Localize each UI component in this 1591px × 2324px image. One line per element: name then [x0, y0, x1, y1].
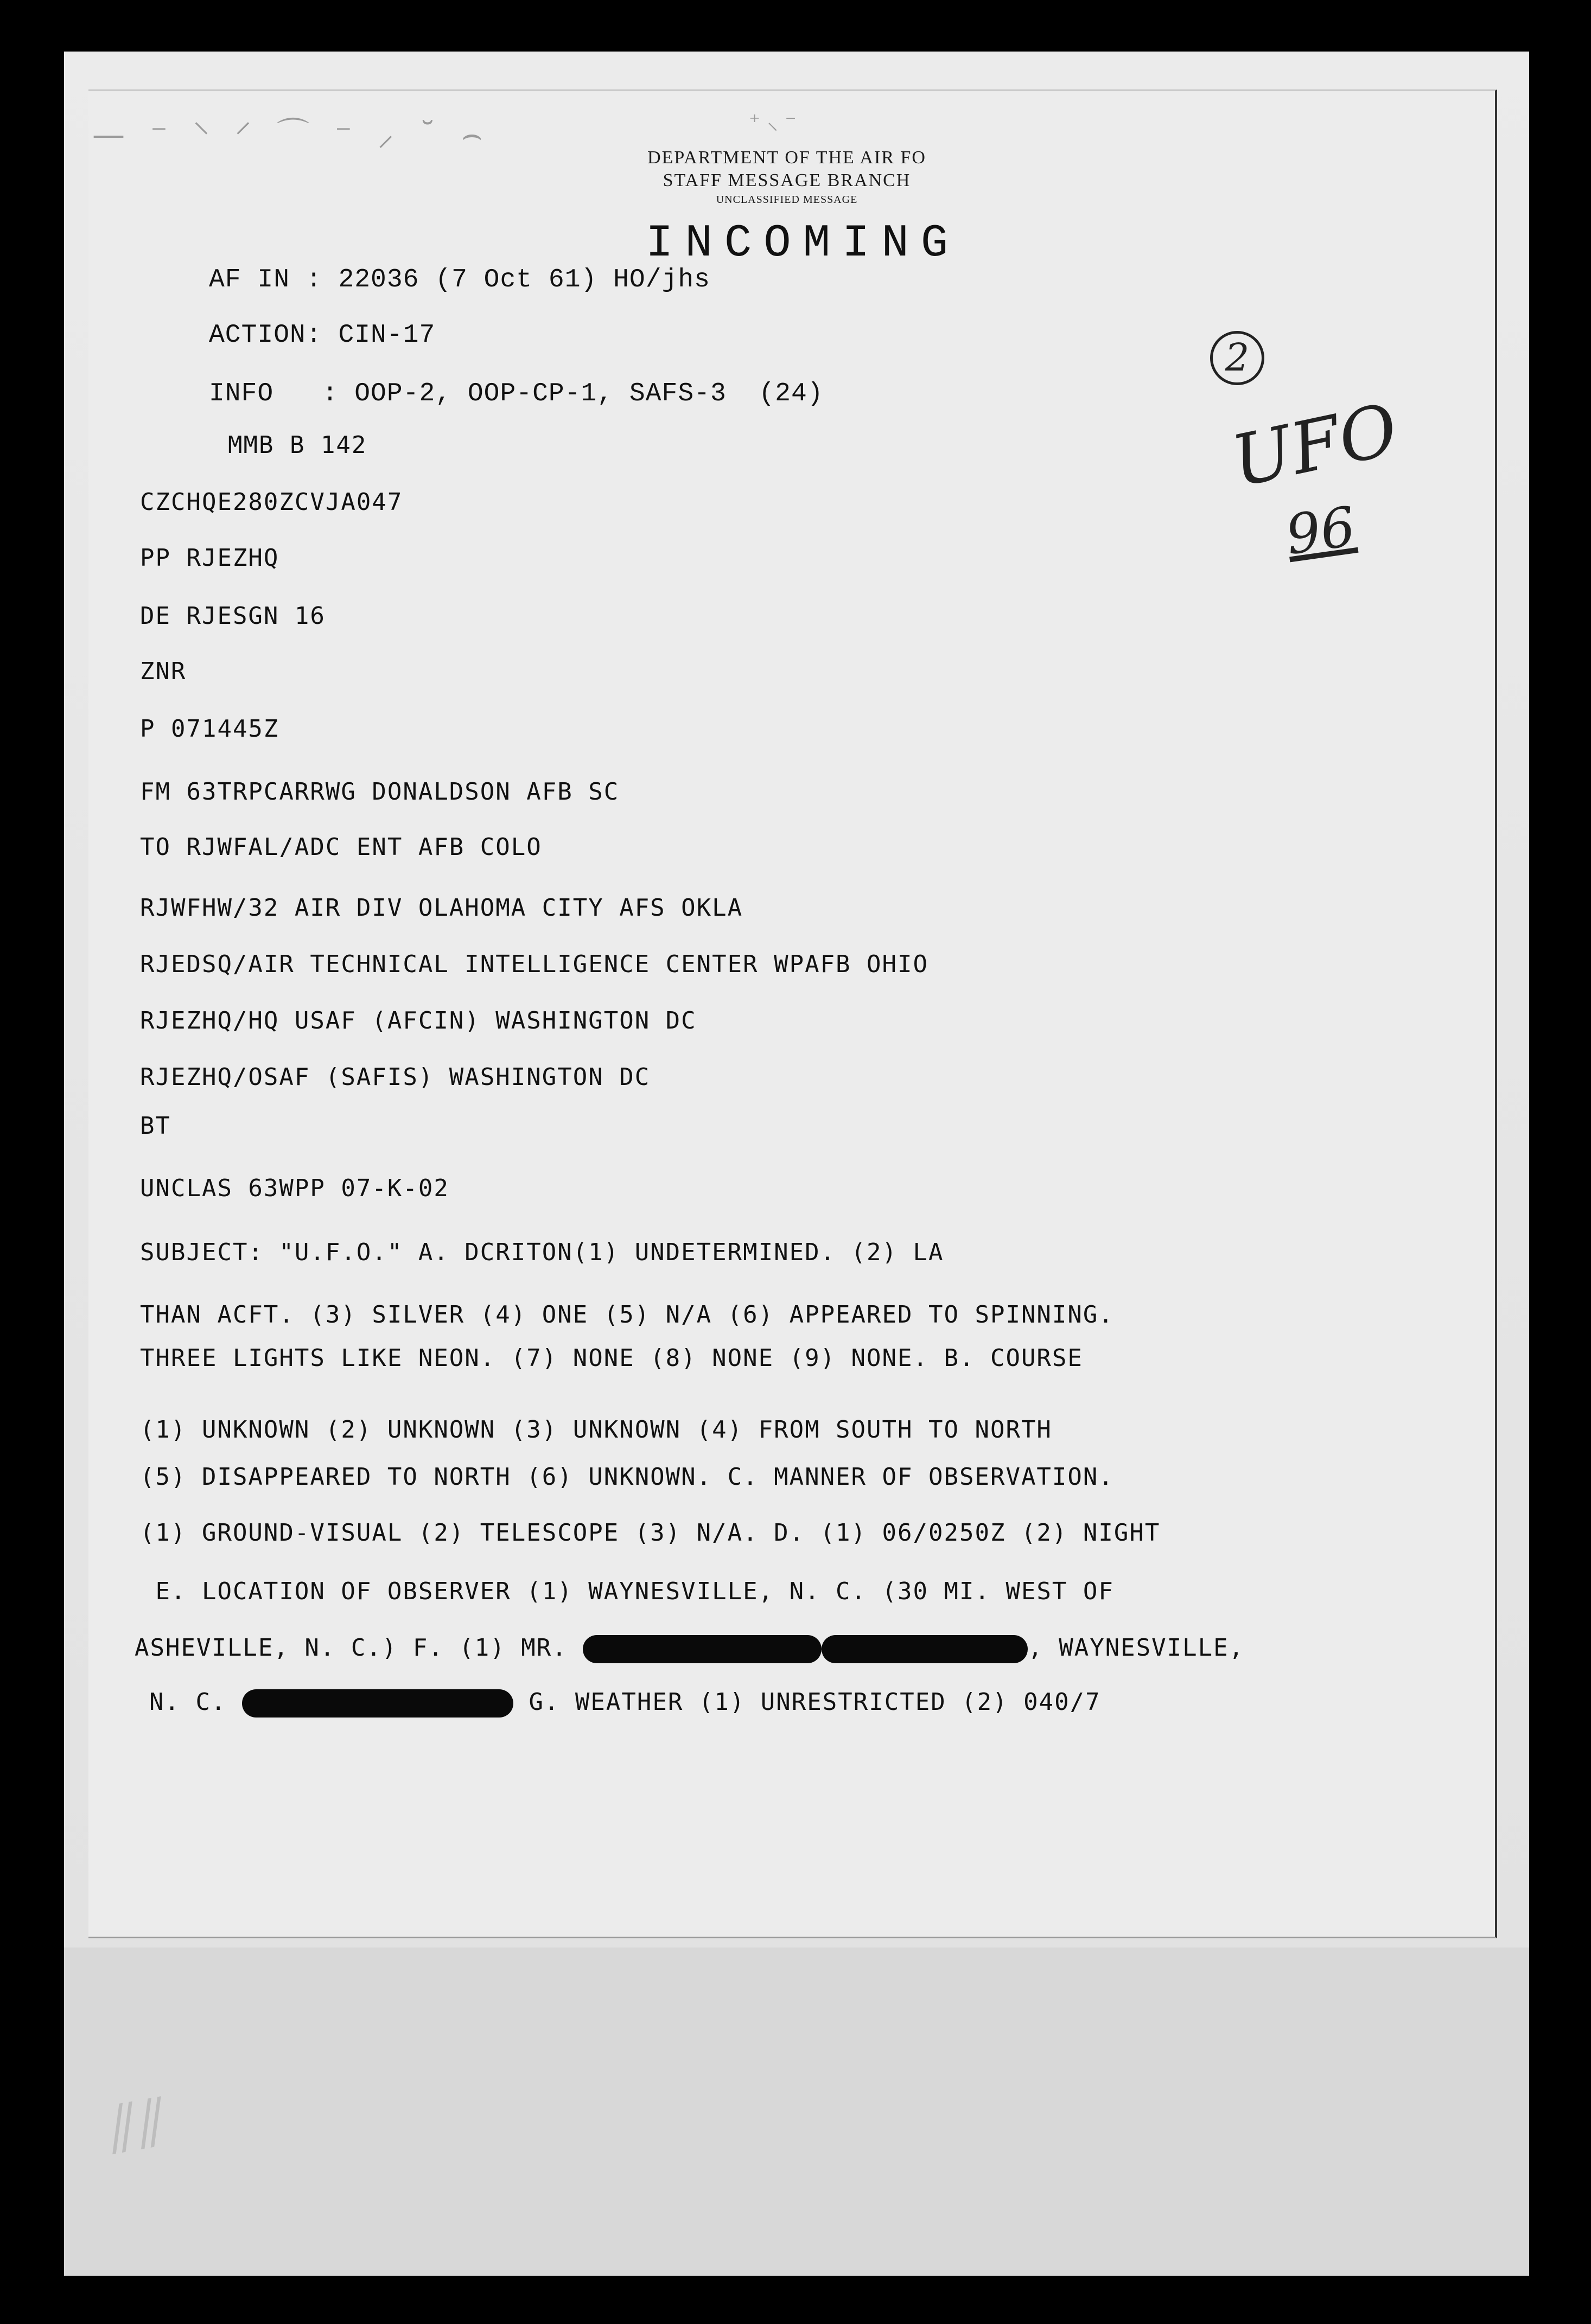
message-line-9: RJEDSQ/AIR TECHNICAL INTELLIGENCE CENTER WPAFB OHIO	[140, 950, 929, 978]
redacted-line-1	[135, 1634, 1244, 1663]
info-line: INFO : OOP-2, OOP-CP-1, SAFS-3 (24)	[209, 379, 824, 408]
redacted-line-1-start: ASHEVILLE, N. C.) F. (1) MR.	[135, 1634, 568, 1662]
action-line: ACTION: CIN-17	[209, 321, 436, 350]
message-line-16: THREE LIGHTS LIKE NEON. (7) NONE (8) NONE (9) NONE. B. COURSE	[140, 1344, 1083, 1372]
redacted-line-1-end: , WAYNESVILLE,	[1028, 1634, 1245, 1662]
message-line-5: P 071445Z	[140, 715, 279, 743]
department-title: DEPARTMENT OF THE AIR FO	[647, 148, 926, 168]
message-line-8: RJWFHW/32 AIR DIV OLAHOMA CITY AFS OKLA	[140, 894, 743, 922]
message-line-6: FM 63TRPCARRWG DONALDSON AFB SC	[140, 778, 620, 806]
classification-label: UNCLASSIFIED MESSAGE	[716, 194, 858, 206]
top-center-smudge: ⁺ ⸜ ⁻	[749, 110, 797, 135]
blank-lower-area	[64, 1948, 1529, 2276]
mmb-line: MMB B 142	[228, 431, 367, 459]
message-line-10: RJEZHQ/HQ USAF (AFCIN) WASHINGTON DC	[140, 1007, 697, 1035]
message-line-20: E. LOCATION OF OBSERVER (1) WAYNESVILLE, N. C. (30 MI. WEST OF	[140, 1578, 1114, 1605]
branch-title: STAFF MESSAGE BRANCH	[663, 170, 911, 190]
message-line-2: PP RJEZHQ	[140, 544, 279, 572]
message-line-18: (5) DISAPPEARED TO NORTH (6) UNKNOWN. C. MANNER OF OBSERVATION.	[140, 1463, 1114, 1491]
handwritten-number: 96	[1282, 494, 1359, 567]
redaction-bar	[822, 1635, 1028, 1663]
incoming-title: INCOMING	[646, 218, 960, 270]
handwritten-ufo: UFO	[1225, 387, 1405, 503]
message-line-1: CZCHQE280ZCVJA047	[140, 488, 403, 516]
message-line-3: DE RJESGN 16	[140, 602, 326, 630]
department-header	[597, 146, 977, 207]
af-in-line: AF IN : 22036 (7 Oct 61) HO/jhs	[209, 265, 710, 295]
message-line-7: TO RJWFAL/ADC ENT AFB COLO	[140, 833, 542, 861]
message-line-15: THAN ACFT. (3) SILVER (4) ONE (5) N/A (6) APPEARED TO SPINNING.	[140, 1301, 1114, 1329]
redaction-bar	[242, 1689, 513, 1718]
faint-scribble: ⫽⫽	[102, 2084, 173, 2169]
message-line-12: BT	[140, 1112, 171, 1140]
message-line-4: ZNR	[140, 657, 187, 685]
message-line-11: RJEZHQ/OSAF (SAFIS) WASHINGTON DC	[140, 1063, 651, 1091]
message-line-17: (1) UNKNOWN (2) UNKNOWN (3) UNKNOWN (4) FROM SOUTH TO NORTH	[140, 1416, 1052, 1444]
redacted-line-2	[149, 1688, 1101, 1718]
circled-handwritten-number: 2	[1210, 331, 1264, 385]
top-smudge-marks: — ⁻ ⸌ ⸍ ⌒ ⁻ ⸝ ˘ ⌢	[92, 116, 491, 154]
message-line-19: (1) GROUND-VISUAL (2) TELESCOPE (3) N/A. D. (1) 06/0250Z (2) NIGHT	[140, 1519, 1161, 1547]
redaction-bar	[583, 1635, 822, 1663]
message-line-13: UNCLAS 63WPP 07-K-02	[140, 1174, 449, 1202]
message-line-14: SUBJECT: "U.F.O." A. DCRITON(1) UNDETERMINED. (2) LA	[140, 1238, 944, 1266]
redacted-line-2-end: G. WEATHER (1) UNRESTRICTED (2) 040/7	[529, 1688, 1101, 1716]
redacted-line-2-start: N. C.	[149, 1688, 227, 1716]
